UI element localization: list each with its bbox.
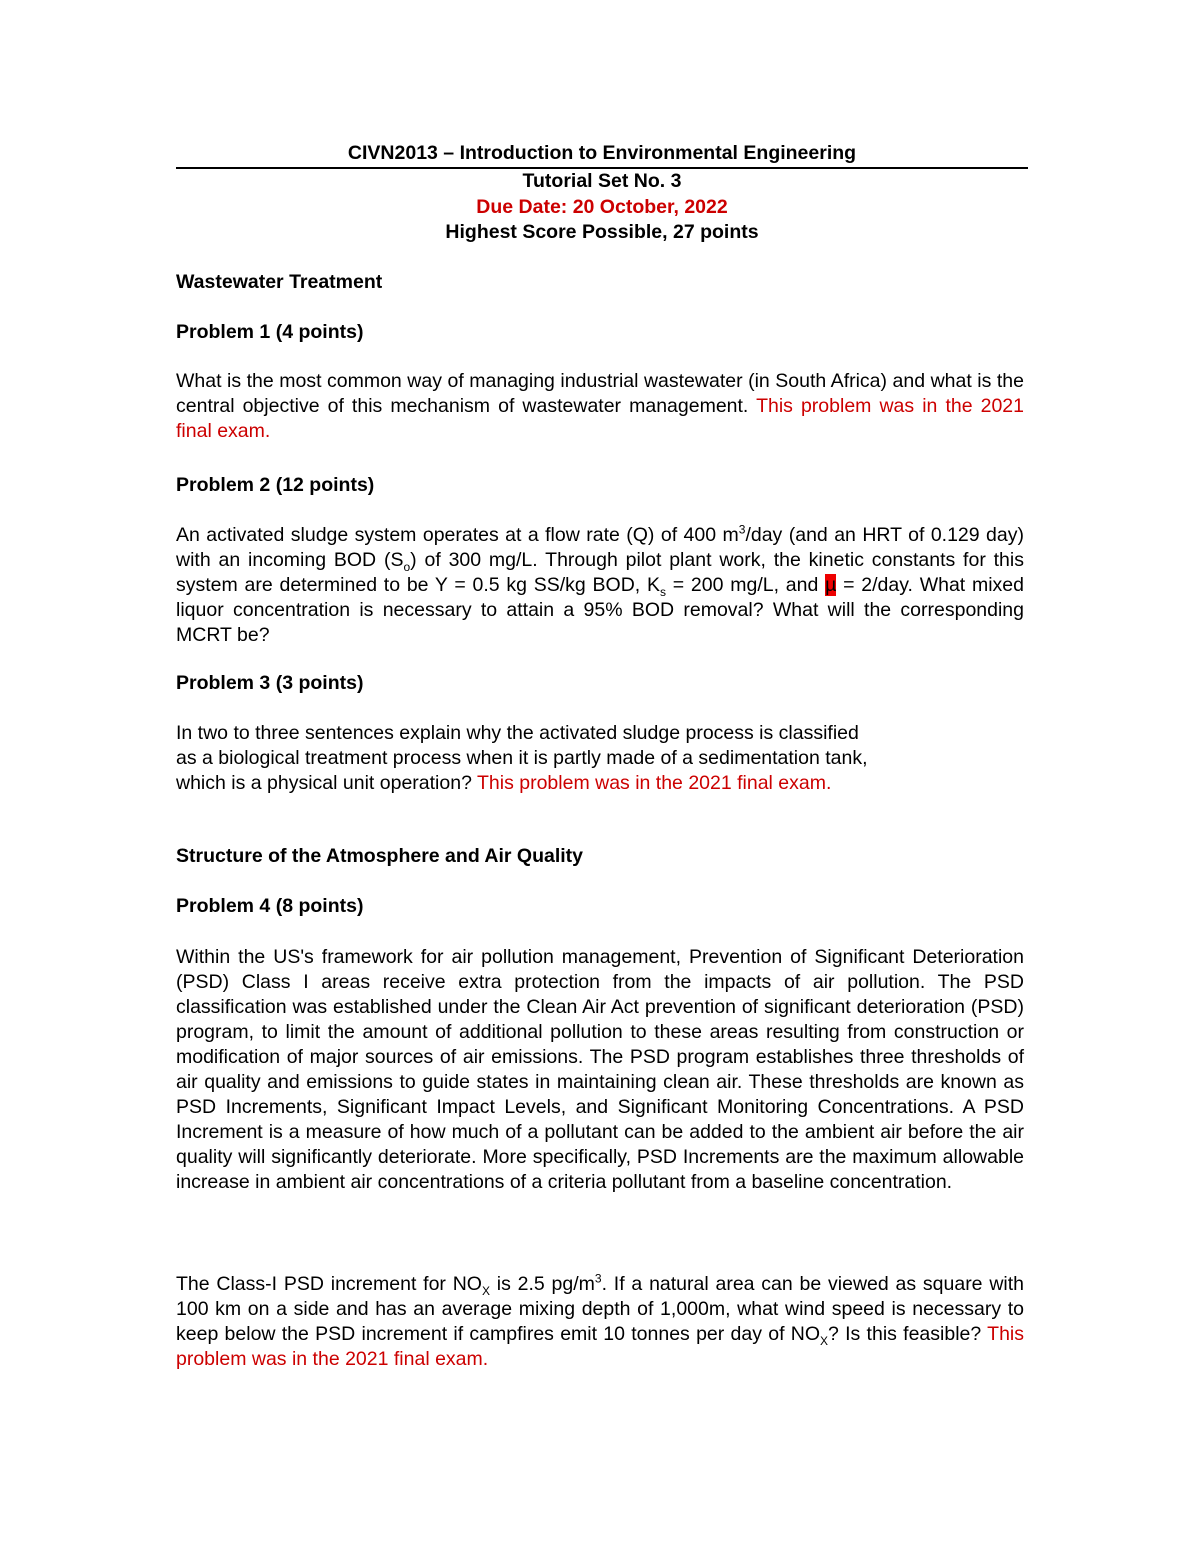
highest-score: Highest Score Possible, 27 points	[445, 221, 759, 243]
problem-4-part: The Class-I PSD increment for NO	[176, 1273, 482, 1295]
problem-4-superscript: 3	[594, 1271, 602, 1286]
highlighted-mu-symbol: µ	[825, 574, 837, 596]
problem-2-superscript: 3	[738, 522, 746, 537]
problem-3-title: Problem 3 (3 points)	[176, 672, 364, 694]
tutorial-set-label: Tutorial Set No. 3	[522, 170, 682, 192]
problem-4-part: is 2.5 pg/m	[489, 1273, 595, 1295]
problem-3-line: In two to three sentences explain why the activated sludge process is classified	[176, 722, 859, 744]
problem-3-line: as a biological treatment process when it is partly made of a sedimentation tank,	[176, 747, 868, 769]
problem-4-part: ? Is this feasible?	[828, 1323, 988, 1345]
problem-4-paragraph-1: Within the US's framework for air pollution management, Prevention of Significant Deterioration (PSD) Class I areas receive extra protection from the impacts of air pollution. The PSD classification was established under the Clean Air Act prevention of significant deterioration (PSD) program, to limit the amount of additional pollution to these areas resulting from construction or modification of major sources of air emissions. The PSD program establishes three thresholds of air quality and emissions to guide states in maintaining clean air. These thresholds are known as PSD Increments, Significant Impact Levels, and Significant Monitoring Concentrations. A PSD Increment is a measure of how much of a pollutant can be added to the ambient air before the air quality will significantly deteriorate. More specifically, PSD Increments are the maximum allowable increase in ambient air concentrations of a criteria pollutant from a baseline concentration.	[176, 946, 1024, 1193]
section-heading-atmosphere: Structure of the Atmosphere and Air Quality	[176, 845, 584, 867]
problem-4-part: . If a natural area can be viewed as square with 100 km on a side and has an average mixing depth of 1,000m, what wind speed is necessary to keep below the PSD increment if campfires emit 10 tonnes per day of NO	[176, 1273, 1024, 1345]
problem-2-title: Problem 2 (12 points)	[176, 474, 375, 496]
problem-2-subscript: o	[403, 559, 411, 574]
problem-3-line: which is a physical unit operation?	[176, 772, 477, 794]
section-heading-wastewater: Wastewater Treatment	[176, 271, 383, 293]
problem-4-subscript: X	[820, 1333, 829, 1348]
problem-3-exam-note: This problem was in the 2021 final exam.	[476, 772, 832, 794]
problem-2-part: ) of 300 mg/L. Through pilot plant work, the kinetic constants for this system are determined to be Y = 0.5 kg SS/kg BOD, K	[176, 549, 1024, 596]
problem-3-text	[176, 721, 1024, 796]
document-title: CIVN2013 – Introduction to Environmental Engineering	[176, 142, 1028, 169]
problem-2-part: = 200 mg/L, and	[666, 574, 826, 596]
problem-4-subscript: X	[481, 1283, 490, 1298]
problem-1-text	[176, 369, 1024, 444]
problem-4-title: Problem 4 (8 points)	[176, 895, 364, 917]
problem-2-part: /day (and an HRT of 0.129 day) with an incoming BOD (S	[176, 524, 1024, 571]
problem-4-question	[176, 1272, 1024, 1372]
problem-1-exam-note: This problem was in the 2021 final exam.	[176, 395, 1024, 442]
problem-2-part: An activated sludge system operates at a flow rate (Q) of 400 m	[176, 524, 739, 546]
problem-4-exam-note: This problem was in the 2021 final exam.	[176, 1323, 1024, 1370]
problem-2-part: = 2/day. What mixed liquor concentration is necessary to attain a 95% BOD removal? What will the corresponding MCRT be?	[176, 574, 1024, 646]
due-date: Due Date: 20 October, 2022	[476, 196, 728, 218]
problem-2-text	[176, 523, 1024, 648]
problem-1-title: Problem 1 (4 points)	[176, 321, 364, 343]
problem-2-subscript: s	[660, 584, 666, 599]
problem-1-body: What is the most common way of managing industrial wastewater (in South Africa) and what is the central objective of this mechanism of wastewater management.	[176, 370, 1024, 417]
